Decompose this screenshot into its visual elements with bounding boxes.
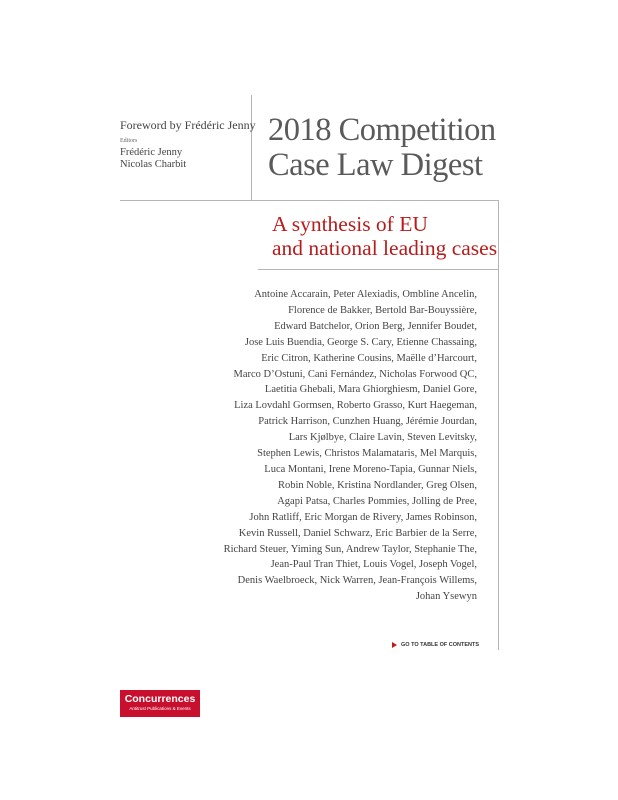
editors-list: [120, 147, 186, 171]
authors-line: Laetitia Ghebali, Mara Ghiorghiesm, Daniel Gore,: [264, 384, 477, 396]
editor-name: Frédéric Jenny: [120, 147, 183, 158]
authors-line: John Ratliff, Eric Morgan de Rivery, James Robinson,: [249, 511, 477, 523]
authors-line: Stephen Lewis, Christos Malamataris, Mel Marquis,: [257, 448, 477, 460]
authors-line: Eric Citron, Katherine Cousins, Maëlle d’Harcourt,: [261, 352, 477, 364]
horizontal-divider-top: [120, 200, 498, 201]
authors-line: Liza Lovdahl Gormsen, Roberto Grasso, Kurt Haegeman,: [234, 400, 477, 412]
play-arrow-icon: [392, 642, 397, 648]
vertical-divider-top: [251, 95, 252, 200]
book-title: [268, 113, 496, 183]
foreword-credit: Foreword by Frédéric Jenny: [120, 118, 256, 132]
vertical-divider-right: [498, 200, 499, 650]
authors-line: Robin Noble, Kristina Nordlander, Greg Olsen,: [277, 479, 477, 491]
authors-line: Patrick Harrison, Cunzhen Huang, Jérémie Jourdan,: [258, 416, 477, 428]
authors-line: Luca Montani, Irene Moreno-Tapia, Gunnar Niels,: [264, 463, 477, 475]
table-of-contents-label: GO TO TABLE OF CONTENTS: [401, 642, 480, 648]
book-subtitle: [272, 212, 497, 260]
authors-line: Jose Luis Buendia, George S. Cary, Etienne Chassaing,: [244, 336, 477, 348]
subtitle-line: A synthesis of EU: [272, 212, 428, 236]
table-of-contents-link[interactable]: [392, 642, 479, 648]
editor-name: Nicolas Charbit: [120, 159, 187, 170]
authors-line: Kevin Russell, Daniel Schwarz, Eric Barbier de la Serre,: [238, 527, 477, 539]
concurrences-logo: [120, 690, 200, 717]
authors-line: Florence de Bakker, Bertold Bar-Bouyssière,: [288, 304, 477, 316]
title-line: Case Law Digest: [268, 147, 483, 183]
horizontal-divider-middle: [258, 269, 498, 270]
subtitle-line: and national leading cases: [272, 236, 498, 260]
authors-line: Johan Ysewyn: [415, 591, 477, 603]
authors-line: Denis Waelbroeck, Nick Warren, Jean-François Willems,: [237, 575, 477, 587]
logo-name: Concurrences: [124, 693, 196, 705]
authors-list: [217, 287, 477, 605]
title-line: 2018 Competition: [268, 112, 496, 148]
logo-tagline: Antitrust Publications & Events: [129, 706, 191, 711]
authors-line: Antoine Accarain, Peter Alexiadis, Ombline Ancelin,: [254, 289, 477, 300]
authors-line: Edward Batchelor, Orion Berg, Jennifer Boudet,: [274, 320, 477, 332]
authors-line: Marco D’Ostuni, Cani Fernández, Nicholas Forwood QC,: [233, 368, 477, 380]
authors-line: Agapi Patsa, Charles Pommies, Jolling de Pree,: [277, 495, 477, 507]
authors-line: Richard Steuer, Yiming Sun, Andrew Taylor, Stephanie The,: [223, 543, 477, 555]
authors-line: Lars Kjølbye, Claire Lavin, Steven Levitsky,: [288, 432, 477, 444]
authors-line: Jean-Paul Tran Thiet, Louis Vogel, Joseph Vogel,: [270, 559, 477, 571]
editors-label: Editors: [120, 138, 138, 144]
